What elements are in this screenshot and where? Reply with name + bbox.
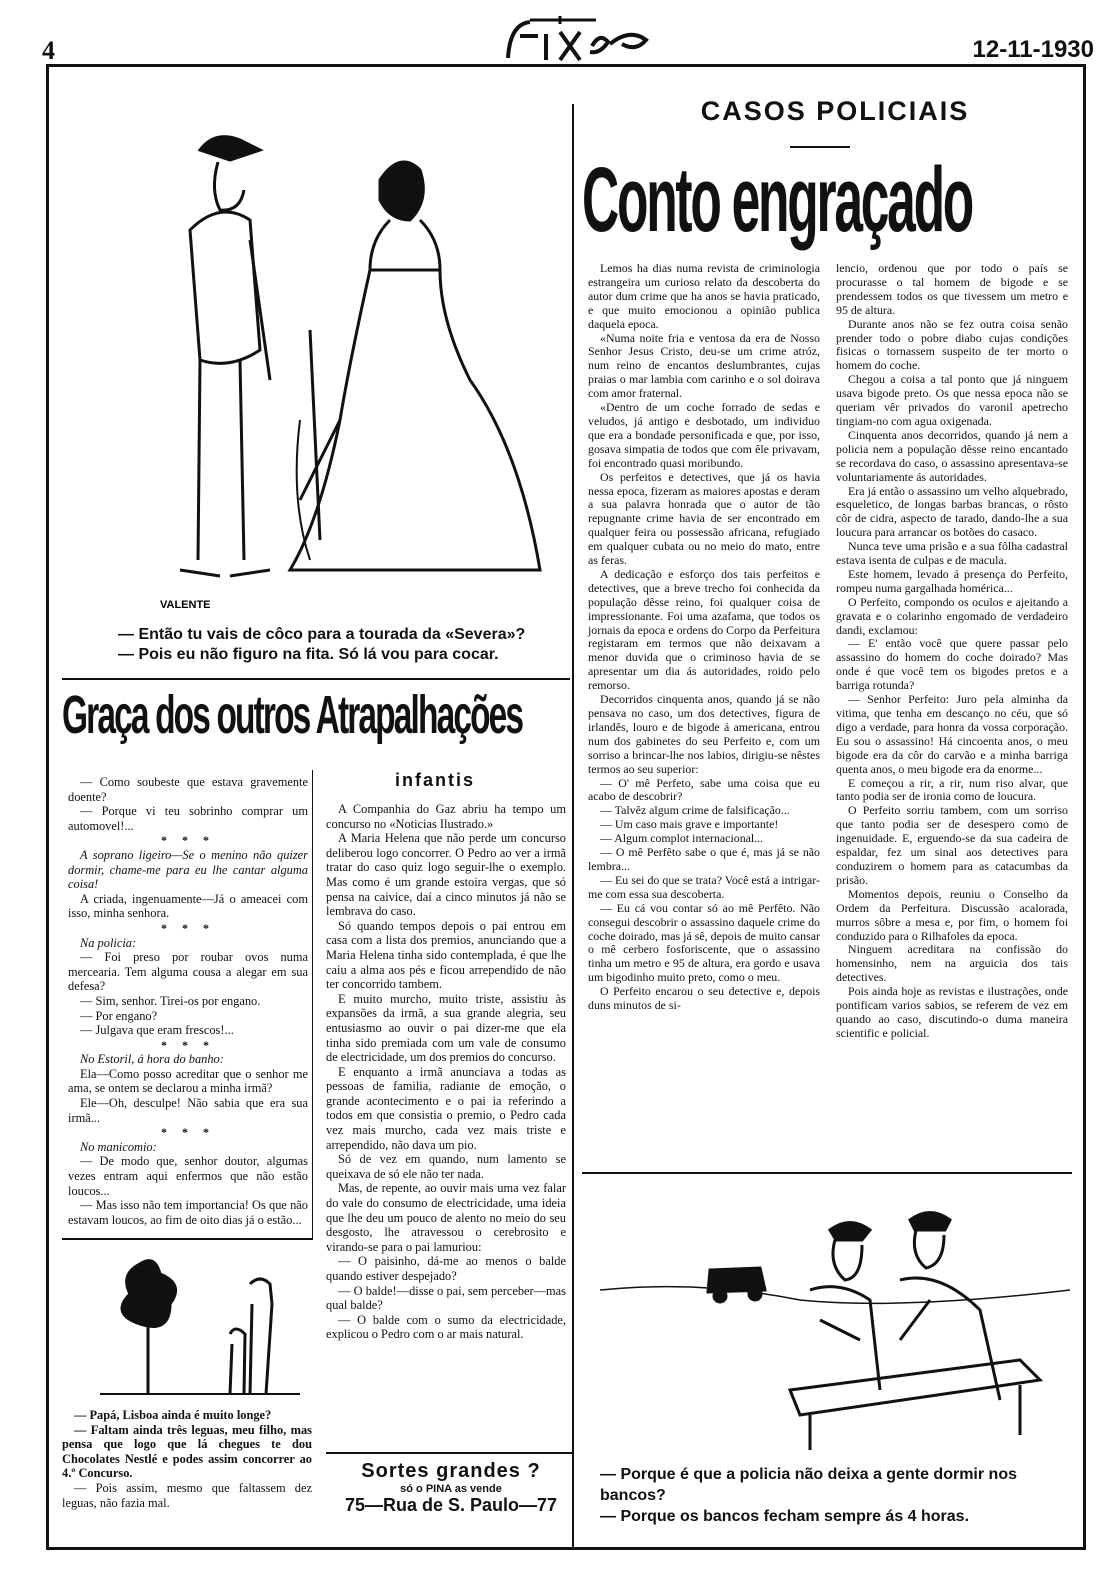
issue-date: 12-11-1930 — [972, 36, 1094, 63]
paragraph: — Um caso mais grave e importante! — [600, 817, 779, 832]
separator-stars: * * * — [161, 1037, 215, 1052]
joke-line: — Sim, senhor. Tirei-os por engano. — [80, 993, 261, 1008]
paragraph: O Perfeito sorriu tambem, com um sorriso que tanto podia ser de desespero como de ingenuidade. E, erguendo-se da sua cadeira de espaldar, fez um sinal aos detectives para conduzirem o homem para as catacumbas da prisão. — [836, 803, 1068, 887]
kids-cartoon-caption — [62, 1408, 312, 1510]
section-divider — [62, 678, 570, 680]
paragraph: — Talvêz algum crime de falsificação... — [600, 803, 790, 818]
column-divider — [572, 104, 574, 1550]
story-column — [326, 802, 566, 1342]
top-cartoon-caption — [118, 625, 525, 665]
section-title: Graça dos outros Atrapalhações — [62, 685, 523, 745]
paragraph: — O balde!—disse o pai, sem perceber—mas qual balde? — [326, 1283, 566, 1313]
ad-headline: Sortes grandes ? — [361, 1460, 541, 1482]
joke-line: — Mas isso não tem importancia! Os que não estavam loucos, ao fim de oito dias já o estão... — [68, 1198, 308, 1227]
joke-line: Ele—Oh, desculpe! Não sabia que era sua irmã... — [68, 1096, 308, 1125]
section-divider — [326, 1452, 572, 1454]
caption-line: — Pois assim, mesmo que faltassem dez leguas, não fazia mal. — [62, 1480, 312, 1510]
caption-line: — Pois eu não figuro na fita. Só lá vou para cocar. — [118, 646, 499, 663]
paragraph: Cinquenta anos decorridos, quando já nem a policia nem a população dêsse reino encantado se recordava do caso, o assassino apresentava-se voluntariamente ás autoridades. — [836, 427, 1068, 484]
middle-subtitle: infantis — [394, 770, 475, 790]
paragraph: A Maria Helena que não perde um concurso deliberou logo concorrer. O Pedro ao ver a irmã tratar do caso quiz logo seguir-lhe o exemplo. Mas como é um grande estoira vergas, que só pensa na caivice, daí a cinco minutos já não se lembrava do caso. — [326, 831, 566, 919]
joke-line: No manicomio: — [80, 1139, 157, 1154]
paragraph: — O mê Perfêto sabe o que é, mas já se não lembra... — [588, 845, 820, 873]
caption-line: — Então tu vais de côco para a tourada da «Severa»? — [118, 626, 526, 643]
ad-address: 75—Rua de S. Paulo—77 — [344, 1495, 558, 1515]
separator-stars: * * * — [161, 1125, 215, 1140]
paragraph: Mas, de repente, ao ouvir mais uma vez falar do vale do consumo de electricidade, uma ideia que lhe deu um pouco de alento no meio do seu desgosto, lhe atravessou o cerebrosito e virando-se para o pai lamuriou: — [326, 1181, 566, 1254]
paragraph: Momentos depois, reuniu o Conselho da Ordem da Perfeitura. Discussão acalorada, murros sôbre a mesa e, por fim, o homem foi conduzido para o Rilhafoles da epoca. — [836, 886, 1068, 943]
caption-line: — Porque é que a policia não deixa a gente dormir nos bancos? — [600, 1466, 1017, 1504]
paragraph: — E' então você que quere passar pelo assassino do homem do coche doirado? Mas onde é que você tem os bigodes pretos e a barriga rotunda? — [836, 636, 1068, 693]
jokes-column — [68, 775, 308, 1227]
section-kicker: CASOS POLICIAIS — [700, 96, 970, 126]
paragraph: E muito murcho, muito triste, assistiu às expansões da irmã, a sua grande alegria, seu entusiasmo ao ouvir o pai dizer-me que ela tinha sido premiada com um vale de consumo de electricidade, um dos premios do concurso. — [326, 991, 566, 1065]
paragraph: — Eu cá vou contar só ao mê Perfêto. Não consegui descobrir o assassino daquele crime do coche doirado, mas já sê, depois de muito cansar o mê cerbero fosforiscente, que o assassino tinha um metro e 95 de altura, era gordo e usava um bigodinho muito preto, como o meu. — [588, 900, 820, 985]
paragraph: Decorridos cinquenta anos, quando já se não pensava no caso, um dos detectives, figura de irlandês, louro e de bigode á americana, entrou num dos gabinetes do seu Perfeito e, com um sorriso a brincar-lhe nos labios, dirigiu-se nêstes termos ao seu superior: — [588, 692, 820, 776]
joke-line: — Por engano? — [80, 1008, 158, 1023]
paragraph: O Perfeito, compondo os oculos e ajeitando a gravata e o colarinho engomado de verdadeiro dandi, exclamou: — [836, 594, 1068, 637]
paragraph: E enquanto a irmã anunciava a todas as pessoas de familia, radiante de emoção, o grande acontecimento e o pai ia referindo a todos em que consistia o premio, o Pedro cada vez mais murcho, cada vez mais triste e arrependido, não dava um pio. — [326, 1064, 566, 1152]
joke-line: — Julgava que eram frescos!... — [80, 1023, 234, 1038]
section-divider — [582, 1172, 1072, 1174]
joke-line: A criada, ingenuamente—Já o ameacei com isso, minha senhora. — [68, 891, 308, 921]
article-column-1 — [588, 262, 820, 1013]
masthead-logo — [500, 14, 650, 66]
paragraph: Durante anos não se fez outra coisa senão prender todo o pobre diabo cujas condições fisicas o tornassem suspeito de ter morto o homem do coche. — [836, 316, 1068, 373]
caption-line: — Faltam ainda três leguas, meu filho, mas pensa que logo que lá chegues te dou Chocolates Nestlé e podes assim concorrer ao 4.º Concurso. — [62, 1422, 312, 1481]
kids-cartoon-illustration — [100, 1244, 300, 1404]
joke-line: A soprano ligeiro—Se o menino não quizer dormir, chame-me para eu lhe cantar alguma coisa! — [68, 847, 308, 892]
joke-line: — Como soubeste que estava gravemente doente? — [68, 775, 308, 804]
paragraph: Os perfeitos e detectives, que já os havia nessa epoca, fizeram as maiores apostas e deram a sua palavra honrada que o autor de tão repugnante crime havia de ser encontrado em qualquer feira ou possessão africana, refugiado em qualquer cubata ou no meio do mato, entre as feras. — [588, 469, 820, 568]
paragraph: Só quando tempos depois o pai entrou em casa com a lista dos premios, anunciando que a Maria Helena tinha sido contemplada, é que lhe caiu a alma aos pés e ficou arrependido de não ter concorrido tambem. — [326, 918, 566, 992]
paragraph: «Numa noite fria e ventosa da era de Nosso Senhor Jesus Cristo, deu-se um crime atróz, num reino de encantos deslumbrantes, cujas praias o mar lambia com carinho e o sol doirava com amor fraternal. — [588, 330, 820, 401]
paragraph: A dedicação e esforço dos tais perfeitos e detectives, que a breve trecho foi conhecida da população dêsse reino, foi qualquer coisa de impressionante. Foi uma azafama, que todos os jornais da epoca e ordens do Corpo da Perfeitura registaram em termos que não deixavam a menor duvida que o criminoso havia de se apresentar um dia ás autoridades, roido pelo remorso. — [588, 566, 820, 693]
joke-line: Na policia: — [80, 935, 137, 950]
paragraph: Nunca teve uma prisão e a sua fôlha cadastral estava isenta de culpas e de macula. — [836, 539, 1068, 568]
caption-line: — Porque os bancos fecham sempre ás 4 horas. — [600, 1508, 970, 1525]
paragraph: — O balde com o sumo da electricidade, explicou o Pedro com o ar mais natural. — [326, 1312, 566, 1342]
bench-cartoon-illustration — [600, 1190, 1070, 1455]
paragraph: Este homem, levado á presença do Perfeito, rompeu numa gargalhada homérica... — [836, 566, 1068, 595]
page-number: 4 — [42, 36, 55, 65]
joke-line: — Porque vi teu sobrinho comprar um automovel!... — [68, 804, 308, 833]
joke-line: — De modo que, senhor doutor, algumas vezes entram aqui enfermos que não estão loucos... — [68, 1154, 308, 1198]
caption-line: — Papá, Lisboa ainda é muito longe? — [74, 1408, 272, 1422]
paragraph: Chegou a coisa a tal ponto que já ninguem usava bigode preto. Os que nessa epoca não se queriam vêr privados do varonil apetrecho tingiam-no com agua oxigenada. — [836, 372, 1068, 428]
paragraph: «Dentro de um coche forrado de sedas e veludos, já antigo e desbotado, um individuo que era a bondade personificada e que, por isso, gosava simpatia de todos que com êle privavam, foi encontrado quasi moribundo. — [588, 400, 820, 470]
paragraph: — Eu sei do que se trata? Você está a intrigar-me com essa sua descoberta. — [588, 872, 820, 901]
joke-line: Ela—Como posso acreditar que o senhor me ama, se ontem se declarou a minha irmã? — [68, 1066, 308, 1096]
paragraph: O Perfeito encarou o seu detective e, depois duns minutos de si- — [588, 984, 820, 1013]
paragraph: lencio, ordenou que por todo o país se procurasse o tal homem de bigode e se prendessem todos os que tivessem um metro e 95 de altura. — [836, 261, 1068, 317]
section-divider — [62, 1238, 312, 1240]
paragraph: E começou a rir, a rir, num riso alvar, que tanto podia ser de ironia como de loucura. — [836, 775, 1068, 804]
article-column-2 — [836, 262, 1068, 1041]
separator-stars: * * * — [161, 920, 215, 935]
paragraph: Pois ainda hoje as revistas e ilustrações, onde pontificam varios sabios, se referem de vez em quando ao caso, discutindo-o duma maneira scientific e policial. — [836, 984, 1068, 1040]
joke-line: No Estoril, á hora do banho: — [80, 1052, 224, 1067]
paragraph: Só de vez em quando, num lamento se queixava de só ele não ter nada. — [326, 1152, 566, 1181]
svg-text:VALENTE: VALENTE — [160, 599, 211, 611]
paragraph: — O' mê Perfeto, sabe uma coisa que eu acabo de descobrir? — [588, 775, 820, 804]
logo-swirl-icon — [500, 14, 650, 66]
paragraph: Ninguem acreditara na confissão do homensinho, nem na arguicia dos tais detectives. — [836, 942, 1068, 985]
headline-rule — [790, 146, 850, 148]
paragraph: Lemos ha dias numa revista de criminologia estrangeira um curioso relato da descoberta do autor dum crime que ha anos se havia praticado, e que muito emocionou a opinião publica daquela epoca. — [588, 261, 820, 331]
article-headline: Conto engraçado — [582, 149, 973, 251]
paragraph: A Companhia do Gaz abriu ha tempo um concurso no «Noticias Ilustrado.» — [326, 802, 566, 831]
separator-stars: * * * — [161, 833, 215, 848]
top-cartoon-illustration — [140, 120, 560, 620]
paragraph: Era já então o assassino um velho alquebrado, esqueletico, de longas barbas brancas, o rôsto côr de cidra, aspecto de tarado, dando-lhe a sua loucura para arrancar os botões do casaco. — [836, 483, 1068, 540]
paragraph: — Senhor Perfeito: Juro pela alminha da vitima, que tenha em descanço no céu, que só digo a verdade, para honra da vossa corporação. Eu sou o assassino! Há cincoenta anos, o meu bigode era da côr do carvão e a minha barriga quenta anos, o meu bigode era da enorme... — [836, 692, 1068, 776]
paragraph: — O paisinho, dá-me ao menos o balde quando estiver despejado? — [326, 1254, 566, 1283]
paragraph: — Algum complot internacional... — [600, 831, 764, 846]
ad-subline: só o PINA as vende — [400, 1483, 502, 1495]
lottery-advertisement — [326, 1460, 576, 1516]
bench-cartoon-caption — [600, 1464, 1070, 1527]
joke-line: — Foi preso por roubar ovos numa mercearia. Tem alguma cousa a alegar em sua defesa? — [68, 950, 308, 994]
column-divider — [312, 770, 313, 1240]
